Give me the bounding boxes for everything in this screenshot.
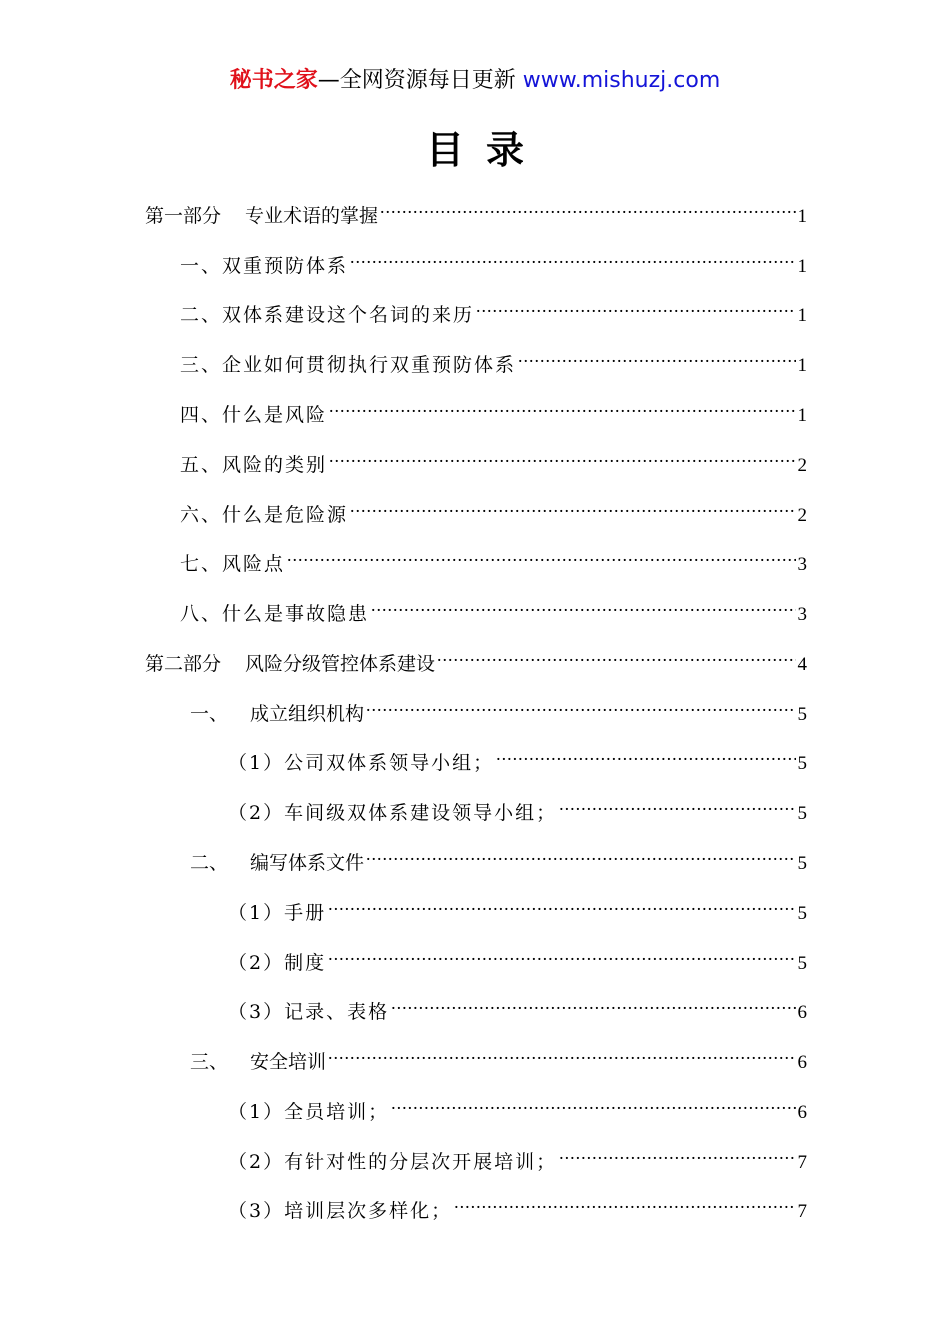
toc-entry-number: 一、 xyxy=(180,255,223,277)
brand-name: 秘书之家 xyxy=(229,68,318,93)
dot-leader xyxy=(329,435,795,471)
toc-entry-text: 手册 xyxy=(284,902,327,924)
toc-entry[interactable] xyxy=(180,285,807,326)
toc-entry-subitem[interactable] xyxy=(228,733,807,774)
toc-entry-text: 成立组织机构 xyxy=(250,703,365,725)
toc-entry-page: 1 xyxy=(797,355,807,376)
toc-entry-number: （1） xyxy=(228,902,285,924)
dot-leader xyxy=(476,285,795,321)
toc-entry-number: （2） xyxy=(228,802,285,824)
toc-entry-subitem[interactable] xyxy=(228,783,807,824)
toc-entry-text: 双体系建设这个名词的来历 xyxy=(222,304,475,326)
toc-entry-text: 什么是危险源 xyxy=(222,504,349,526)
toc-entry-text: 企业如何贯彻执行双重预防体系 xyxy=(222,354,517,376)
toc-entry-page: 5 xyxy=(797,953,807,974)
dot-leader xyxy=(559,1132,795,1168)
toc-entry-page: 5 xyxy=(797,704,807,725)
toc-entry-number: 三、 xyxy=(190,1051,229,1073)
toc-entry-number: 第一部分 xyxy=(145,205,222,227)
toc-entry-page: 7 xyxy=(797,1201,807,1222)
toc-entry-page: 6 xyxy=(797,1002,807,1023)
toc-entry-page: 5 xyxy=(797,853,807,874)
toc-entry[interactable] xyxy=(180,335,807,376)
toc-entry-page: 1 xyxy=(797,405,807,426)
toc-entry-text: 专业术语的掌握 xyxy=(245,205,379,227)
toc-entry-page: 3 xyxy=(797,554,807,575)
toc-entry-page: 6 xyxy=(797,1052,807,1073)
toc-entry-text: 什么是事故隐患 xyxy=(222,603,370,625)
dot-leader xyxy=(380,186,795,222)
toc-entry-number: （2） xyxy=(228,952,285,974)
toc-entry-number: 五、 xyxy=(180,454,223,476)
site-header xyxy=(0,64,950,98)
toc-entry-number: （1） xyxy=(228,1101,285,1123)
dot-leader xyxy=(287,534,795,570)
dot-leader xyxy=(329,385,795,421)
toc-entry[interactable] xyxy=(180,435,807,476)
toc-entry-subitem[interactable] xyxy=(228,1082,807,1123)
toc-entry-number: 七、 xyxy=(180,553,223,575)
toc-entry-page: 1 xyxy=(797,305,807,326)
toc-entry-text: 风险的类别 xyxy=(222,454,328,476)
toc-entry[interactable] xyxy=(180,584,807,625)
toc-entry-number: 三、 xyxy=(180,354,223,376)
toc-entry-number: 第二部分 xyxy=(145,653,222,675)
dot-leader xyxy=(391,982,795,1018)
toc-entry[interactable] xyxy=(180,485,807,526)
toc-entry-page: 5 xyxy=(797,753,807,774)
toc-entry-section[interactable] xyxy=(190,833,807,874)
toc-entry-page: 2 xyxy=(797,505,807,526)
toc-entry-text: 什么是风险 xyxy=(222,404,328,426)
toc-entry-text: 制度 xyxy=(284,952,327,974)
dot-leader xyxy=(366,684,795,720)
dot-leader xyxy=(328,883,795,919)
toc-entry-subitem[interactable] xyxy=(228,982,807,1023)
toc-entry-page: 5 xyxy=(797,803,807,824)
toc-entry-number: 四、 xyxy=(180,404,223,426)
dot-leader xyxy=(366,833,795,869)
dot-leader xyxy=(391,1082,795,1118)
toc-entry-page: 2 xyxy=(797,455,807,476)
toc-entry-number: 二、 xyxy=(180,304,223,326)
dot-leader xyxy=(371,584,795,620)
dot-leader xyxy=(350,236,795,272)
toc-entry-subitem[interactable] xyxy=(228,933,807,974)
toc-entry-text: 培训层次多样化； xyxy=(284,1200,453,1222)
toc-entry-text: 车间级双体系建设领导小组； xyxy=(284,802,558,824)
toc-entry[interactable] xyxy=(180,236,807,277)
dot-leader xyxy=(328,1032,795,1068)
toc-entry-text: 风险点 xyxy=(222,553,286,575)
toc-entry-text: 公司双体系领导小组； xyxy=(284,752,495,774)
toc-entry-part-1[interactable] xyxy=(145,186,807,227)
toc-entry-subitem[interactable] xyxy=(228,1181,807,1222)
page-title: 目录 xyxy=(425,127,546,172)
toc-entry-page: 5 xyxy=(797,903,807,924)
toc-entry-text: 双重预防体系 xyxy=(222,255,349,277)
toc-entry[interactable] xyxy=(180,385,807,426)
toc-entry[interactable] xyxy=(180,534,807,575)
dot-leader xyxy=(437,634,795,670)
dot-leader xyxy=(328,933,795,969)
toc-entry-text: 有针对性的分层次开展培训； xyxy=(284,1151,558,1173)
toc-entry-section[interactable] xyxy=(190,1032,807,1073)
dot-leader xyxy=(559,783,795,819)
toc-entry-text: 安全培训 xyxy=(250,1051,327,1073)
site-url-link[interactable]: www.mishuzj.com xyxy=(522,68,721,93)
toc-entry-number: （1） xyxy=(228,752,285,774)
dot-leader xyxy=(518,335,795,371)
header-slogan: —全网资源每日更新 xyxy=(317,68,523,93)
toc-entry-page: 3 xyxy=(797,604,807,625)
toc-entry-number: （3） xyxy=(228,1200,285,1222)
dot-leader xyxy=(496,733,795,769)
toc-entry-number: （3） xyxy=(228,1001,285,1023)
toc-entry-number: 二、 xyxy=(190,852,229,874)
toc-entry-text: 全员培训； xyxy=(284,1101,390,1123)
toc-entry-number: 八、 xyxy=(180,603,223,625)
toc-entry-number: 一、 xyxy=(190,703,229,725)
toc-entry-page: 1 xyxy=(797,206,807,227)
toc-entry-number: 六、 xyxy=(180,504,223,526)
toc-entry-text: 风险分级管控体系建设 xyxy=(245,653,436,675)
toc-entry-subitem[interactable] xyxy=(228,883,807,924)
toc-entry-number: （2） xyxy=(228,1151,285,1173)
toc-entry-page: 1 xyxy=(797,256,807,277)
toc-entry-page: 6 xyxy=(797,1102,807,1123)
toc-entry-part-2[interactable] xyxy=(145,634,807,675)
toc-entry-text: 编写体系文件 xyxy=(250,852,365,874)
dot-leader xyxy=(454,1181,795,1217)
dot-leader xyxy=(350,485,795,521)
toc-entry-page: 4 xyxy=(797,654,807,675)
toc-entry-section[interactable] xyxy=(190,684,807,725)
toc-entry-text: 记录、表格 xyxy=(284,1001,390,1023)
toc-entry-subitem[interactable] xyxy=(228,1132,807,1173)
toc-entry-page: 7 xyxy=(797,1152,807,1173)
